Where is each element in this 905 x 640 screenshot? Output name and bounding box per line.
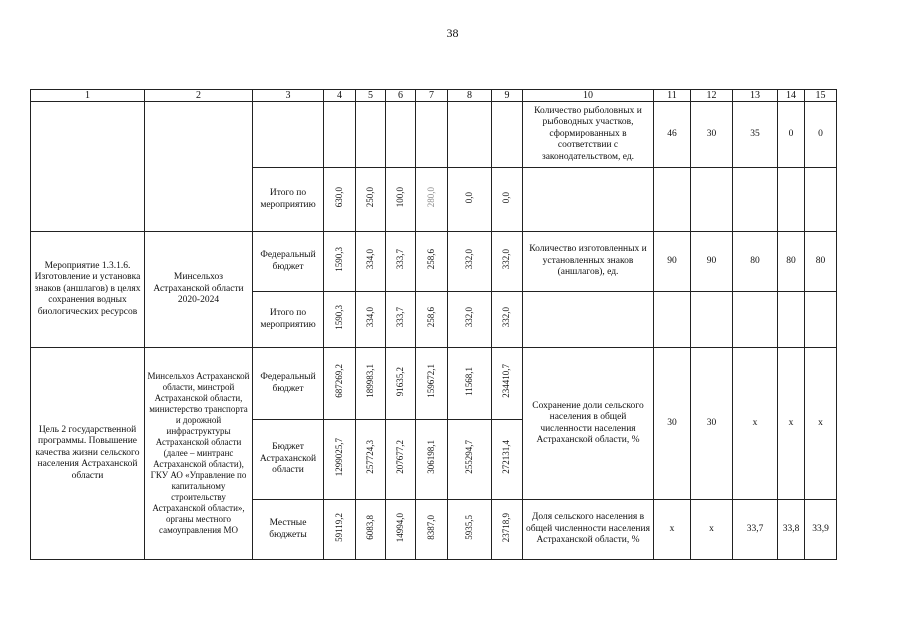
page-number: 38 [446, 26, 459, 40]
program-table [30, 89, 837, 560]
source-cell: Итого по мероприятию [253, 292, 324, 348]
header-cell: 7 [416, 90, 448, 102]
amount: 250,0 [364, 187, 375, 208]
header-cell: 9 [492, 90, 523, 102]
header-row [31, 90, 837, 102]
header-cell: 11 [654, 90, 691, 102]
indicator-value: х [805, 348, 837, 500]
header-cell: 12 [691, 90, 733, 102]
header-cell: 10 [523, 90, 654, 102]
indicator-value: 90 [654, 232, 691, 292]
amount: 207677,2 [394, 440, 405, 475]
amount: 258,6 [425, 307, 436, 328]
amount: 334,0 [364, 249, 375, 270]
indicator-value: 80 [805, 232, 837, 292]
header-cell: 3 [253, 90, 324, 102]
amount: 332,0 [501, 249, 512, 270]
amount: 0,0 [501, 191, 512, 203]
indicator-value: 30 [654, 348, 691, 500]
indicator-cell: Количество рыболовных и рыбоводных участков, сформированных в соответствии с законодательством, ед. [523, 102, 654, 168]
amount: 258,6 [425, 249, 436, 270]
indicator-value: х [654, 500, 691, 560]
indicator-value: х [778, 348, 805, 500]
amount: 14994,0 [394, 512, 405, 542]
amount: 5935,5 [463, 514, 474, 540]
amount: 1299025,7 [333, 438, 344, 477]
amount: 255294,7 [463, 440, 474, 475]
indicator-value: х [733, 348, 778, 500]
indicator-cell: Доля сельского населения в общей численности населения Астраханской области, % [523, 500, 654, 560]
amount: 333,7 [394, 307, 405, 328]
amount: 257724,3 [364, 440, 375, 475]
amount: 234410,7 [501, 364, 512, 399]
source-cell: Итого по мероприятию [253, 168, 324, 232]
header-cell: 5 [356, 90, 386, 102]
indicator-value: 33,8 [778, 500, 805, 560]
indicator-value: 0 [805, 102, 837, 168]
header-cell: 1 [31, 90, 145, 102]
indicator-cell: Сохранение доли сельского населения в общей численности населения Астраханской области, % [523, 348, 654, 500]
indicator-value: 90 [691, 232, 733, 292]
indicator-value: х [691, 500, 733, 560]
amount: 100,0 [394, 187, 405, 208]
header-cell: 8 [448, 90, 492, 102]
goal-cell: Цель 2 государственной программы. Повышение качества жизни сельского населения Астраханской области [31, 348, 145, 560]
header-cell: 13 [733, 90, 778, 102]
amount: 11568,1 [463, 366, 474, 396]
empty-cell [31, 102, 145, 232]
source-cell: Федеральный бюджет [253, 348, 324, 420]
header-cell: 6 [386, 90, 416, 102]
amount: 630,0 [333, 187, 344, 208]
indicator-value: 0 [778, 102, 805, 168]
amount: 332,0 [501, 307, 512, 328]
source-cell: Бюджет Астраханской области [253, 420, 324, 500]
amount: 306198,1 [425, 440, 436, 475]
empty-cell [253, 102, 324, 168]
indicator-value: 33,7 [733, 500, 778, 560]
amount: 332,0 [463, 307, 474, 328]
amount: 59119,2 [333, 512, 344, 542]
amount: 1590,3 [333, 304, 344, 330]
amount: 8387,0 [425, 514, 436, 540]
amount: 189983,1 [364, 364, 375, 399]
empty-cell [145, 102, 253, 232]
amount: 6083,8 [364, 514, 375, 540]
source-cell: Местные бюджеты [253, 500, 324, 560]
indicator-value: 30 [691, 348, 733, 500]
header-cell: 14 [778, 90, 805, 102]
indicator-value: 80 [778, 232, 805, 292]
table-row [31, 348, 837, 420]
indicator-value: 30 [691, 102, 733, 168]
indicator-value: 80 [733, 232, 778, 292]
header-cell: 2 [145, 90, 253, 102]
source-cell: Федеральный бюджет [253, 232, 324, 292]
amount: 687269,2 [333, 364, 344, 399]
amount: 280,0 [425, 187, 436, 208]
indicator-value: 33,9 [805, 500, 837, 560]
amount: 159672,1 [425, 364, 436, 399]
amount: 334,0 [364, 307, 375, 328]
amount: 23718,9 [501, 512, 512, 542]
executor-cell: Минсельхоз Астраханской области, минстрой Астраханской области, министерство транспорта и дорожной инфраструктуры Астраханской области (далее – минтранс Астраханской области), ГКУ АО «Управление по капитальному строительству Астраханской области», органы местного самоуправления МО [145, 348, 253, 560]
amount: 332,0 [463, 249, 474, 270]
header-cell: 15 [805, 90, 837, 102]
measure-cell: Мероприятие 1.3.1.6. Изготовление и установка знаков (аншлагов) в целях сохранения водных биологических ресурсов [31, 232, 145, 348]
amount: 91635,2 [394, 366, 405, 396]
amount: 272131,4 [501, 440, 512, 475]
table-row [31, 102, 837, 168]
header-cell: 4 [324, 90, 356, 102]
amount: 1590,3 [333, 246, 344, 272]
table-row [31, 232, 837, 292]
indicator-value: 46 [654, 102, 691, 168]
indicator-value: 35 [733, 102, 778, 168]
amount: 0,0 [463, 191, 474, 203]
executor-cell: Минсельхоз Астраханской области 2020-2024 [145, 232, 253, 348]
amount: 333,7 [394, 249, 405, 270]
indicator-cell: Количество изготовленных и установленных знаков (аншлагов), ед. [523, 232, 654, 292]
